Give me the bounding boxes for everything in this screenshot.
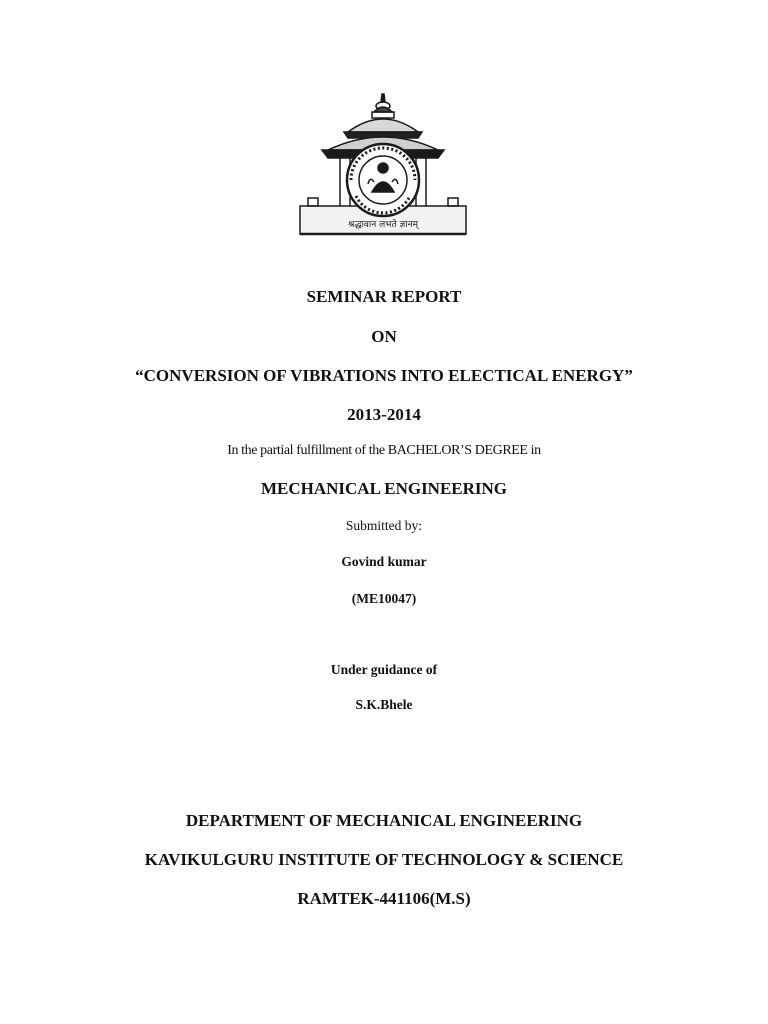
academic-year: 2013-2014 bbox=[347, 405, 421, 424]
partial-fulfillment: In the partial fulfillment of the BACHELOR’S DEGREE in bbox=[227, 443, 541, 458]
logo-motto: श्रद्धावान लभते ज्ञानम् bbox=[348, 220, 418, 230]
student-name: Govind kumar bbox=[341, 554, 427, 569]
department-name: DEPARTMENT OF MECHANICAL ENGINEERING bbox=[185, 811, 583, 830]
submitted-by-label: Submitted by: bbox=[345, 518, 423, 533]
report-on: ON bbox=[371, 327, 397, 346]
report-topic: “CONVERSION OF VIBRATIONS INTO ELECTICAL ENERGY” bbox=[135, 366, 633, 385]
guidance-label: Under guidance of bbox=[330, 662, 438, 677]
degree-branch: MECHANICAL ENGINEERING bbox=[260, 479, 508, 498]
guide-name: S.K.Bhele bbox=[355, 697, 413, 712]
roll-number: (ME10047) bbox=[351, 591, 417, 606]
institute-name: KAVIKULGURU INSTITUTE OF TECHNOLOGY & SCIENCE bbox=[144, 850, 624, 869]
institute-place: RAMTEK-441106(M.S) bbox=[297, 889, 471, 908]
report-title: SEMINAR REPORT bbox=[306, 287, 462, 306]
college-logo bbox=[278, 88, 488, 248]
